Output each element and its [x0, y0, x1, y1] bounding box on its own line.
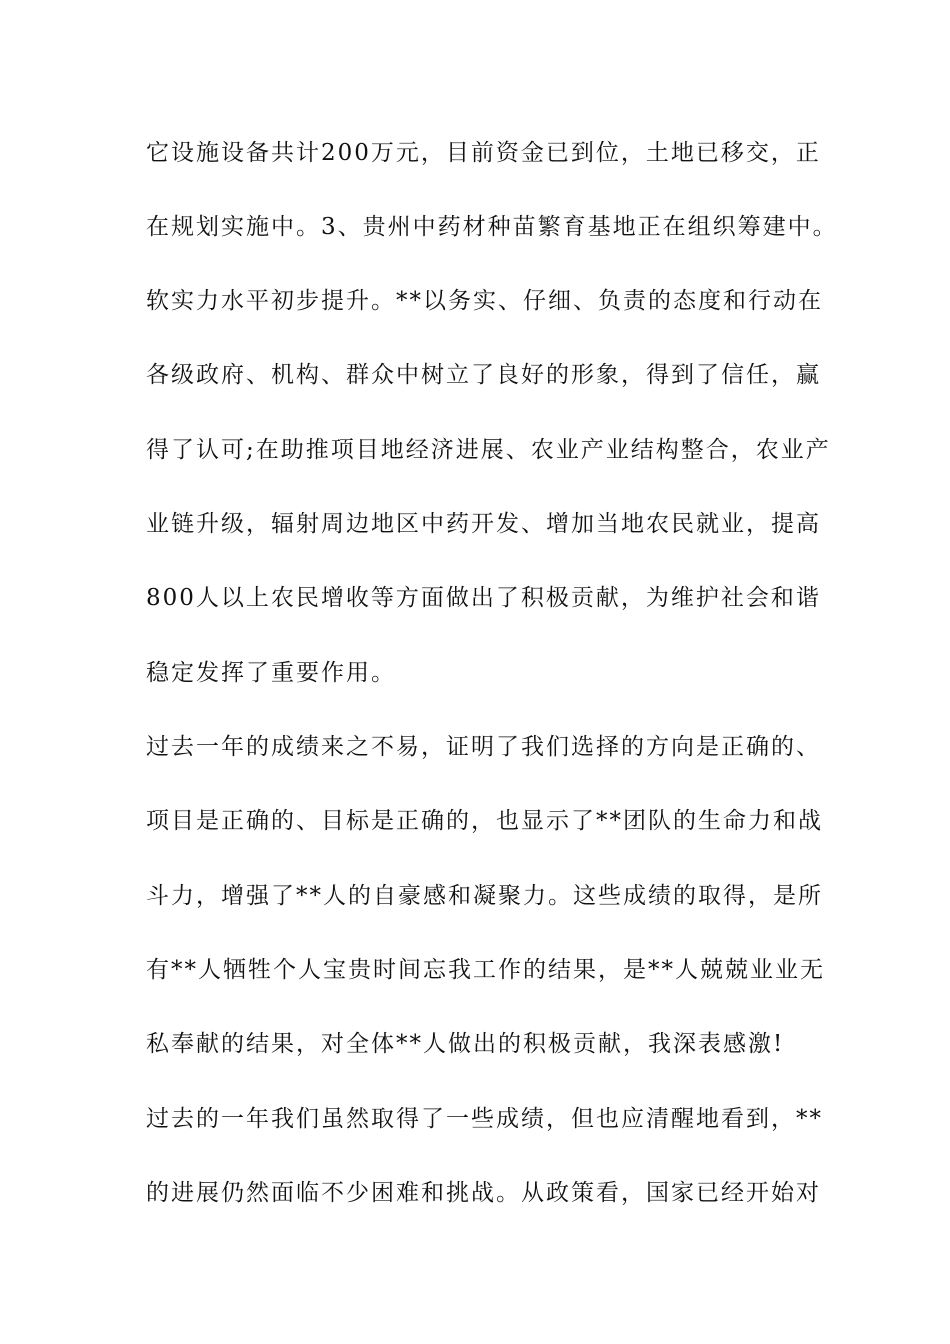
text-line: 有**人牺牲个人宝贵时间忘我工作的结果，是**人兢兢业业无	[146, 957, 825, 983]
text-line: 800人以上农民增收等方面做出了积极贡献，为维护社会和谐	[146, 585, 821, 611]
text-line: 软实力水平初步提升。**以务实、仔细、负责的态度和行动在	[146, 288, 823, 314]
text-line: 它设施设备共计200万元，目前资金已到位，土地已移交，正	[146, 140, 821, 166]
text-line: 私奉献的结果，对全体**人做出的积极贡献，我深表感激!	[146, 1031, 785, 1057]
text-line: 项目是正确的、目标是正确的，也显示了**团队的生命力和战	[146, 808, 823, 834]
text-line: 过去的一年我们虽然取得了一些成绩，但也应清醒地看到，**	[146, 1106, 823, 1132]
text-line: 稳定发挥了重要作用。	[146, 660, 396, 686]
text-line: 的进展仍然面临不少困难和挑战。从政策看，国家已经开始对	[146, 1180, 821, 1206]
text-line: 得了认可;在助推项目地经济进展、农业产业结构整合，农业产	[146, 437, 831, 463]
text-line: 业链升级，辐射周边地区中药开发、增加当地农民就业，提高	[146, 511, 821, 537]
text-line: 各级政府、机构、群众中树立了良好的形象，得到了信任，赢	[146, 362, 821, 388]
text-line: 斗力，增强了**人的自豪感和凝聚力。这些成绩的取得，是所	[146, 883, 823, 909]
text-line: 过去一年的成绩来之不易，证明了我们选择的方向是正确的、	[146, 734, 821, 760]
text-line: 在规划实施中。3、贵州中药材种苗繁育基地正在组织筹建中。	[146, 214, 838, 240]
